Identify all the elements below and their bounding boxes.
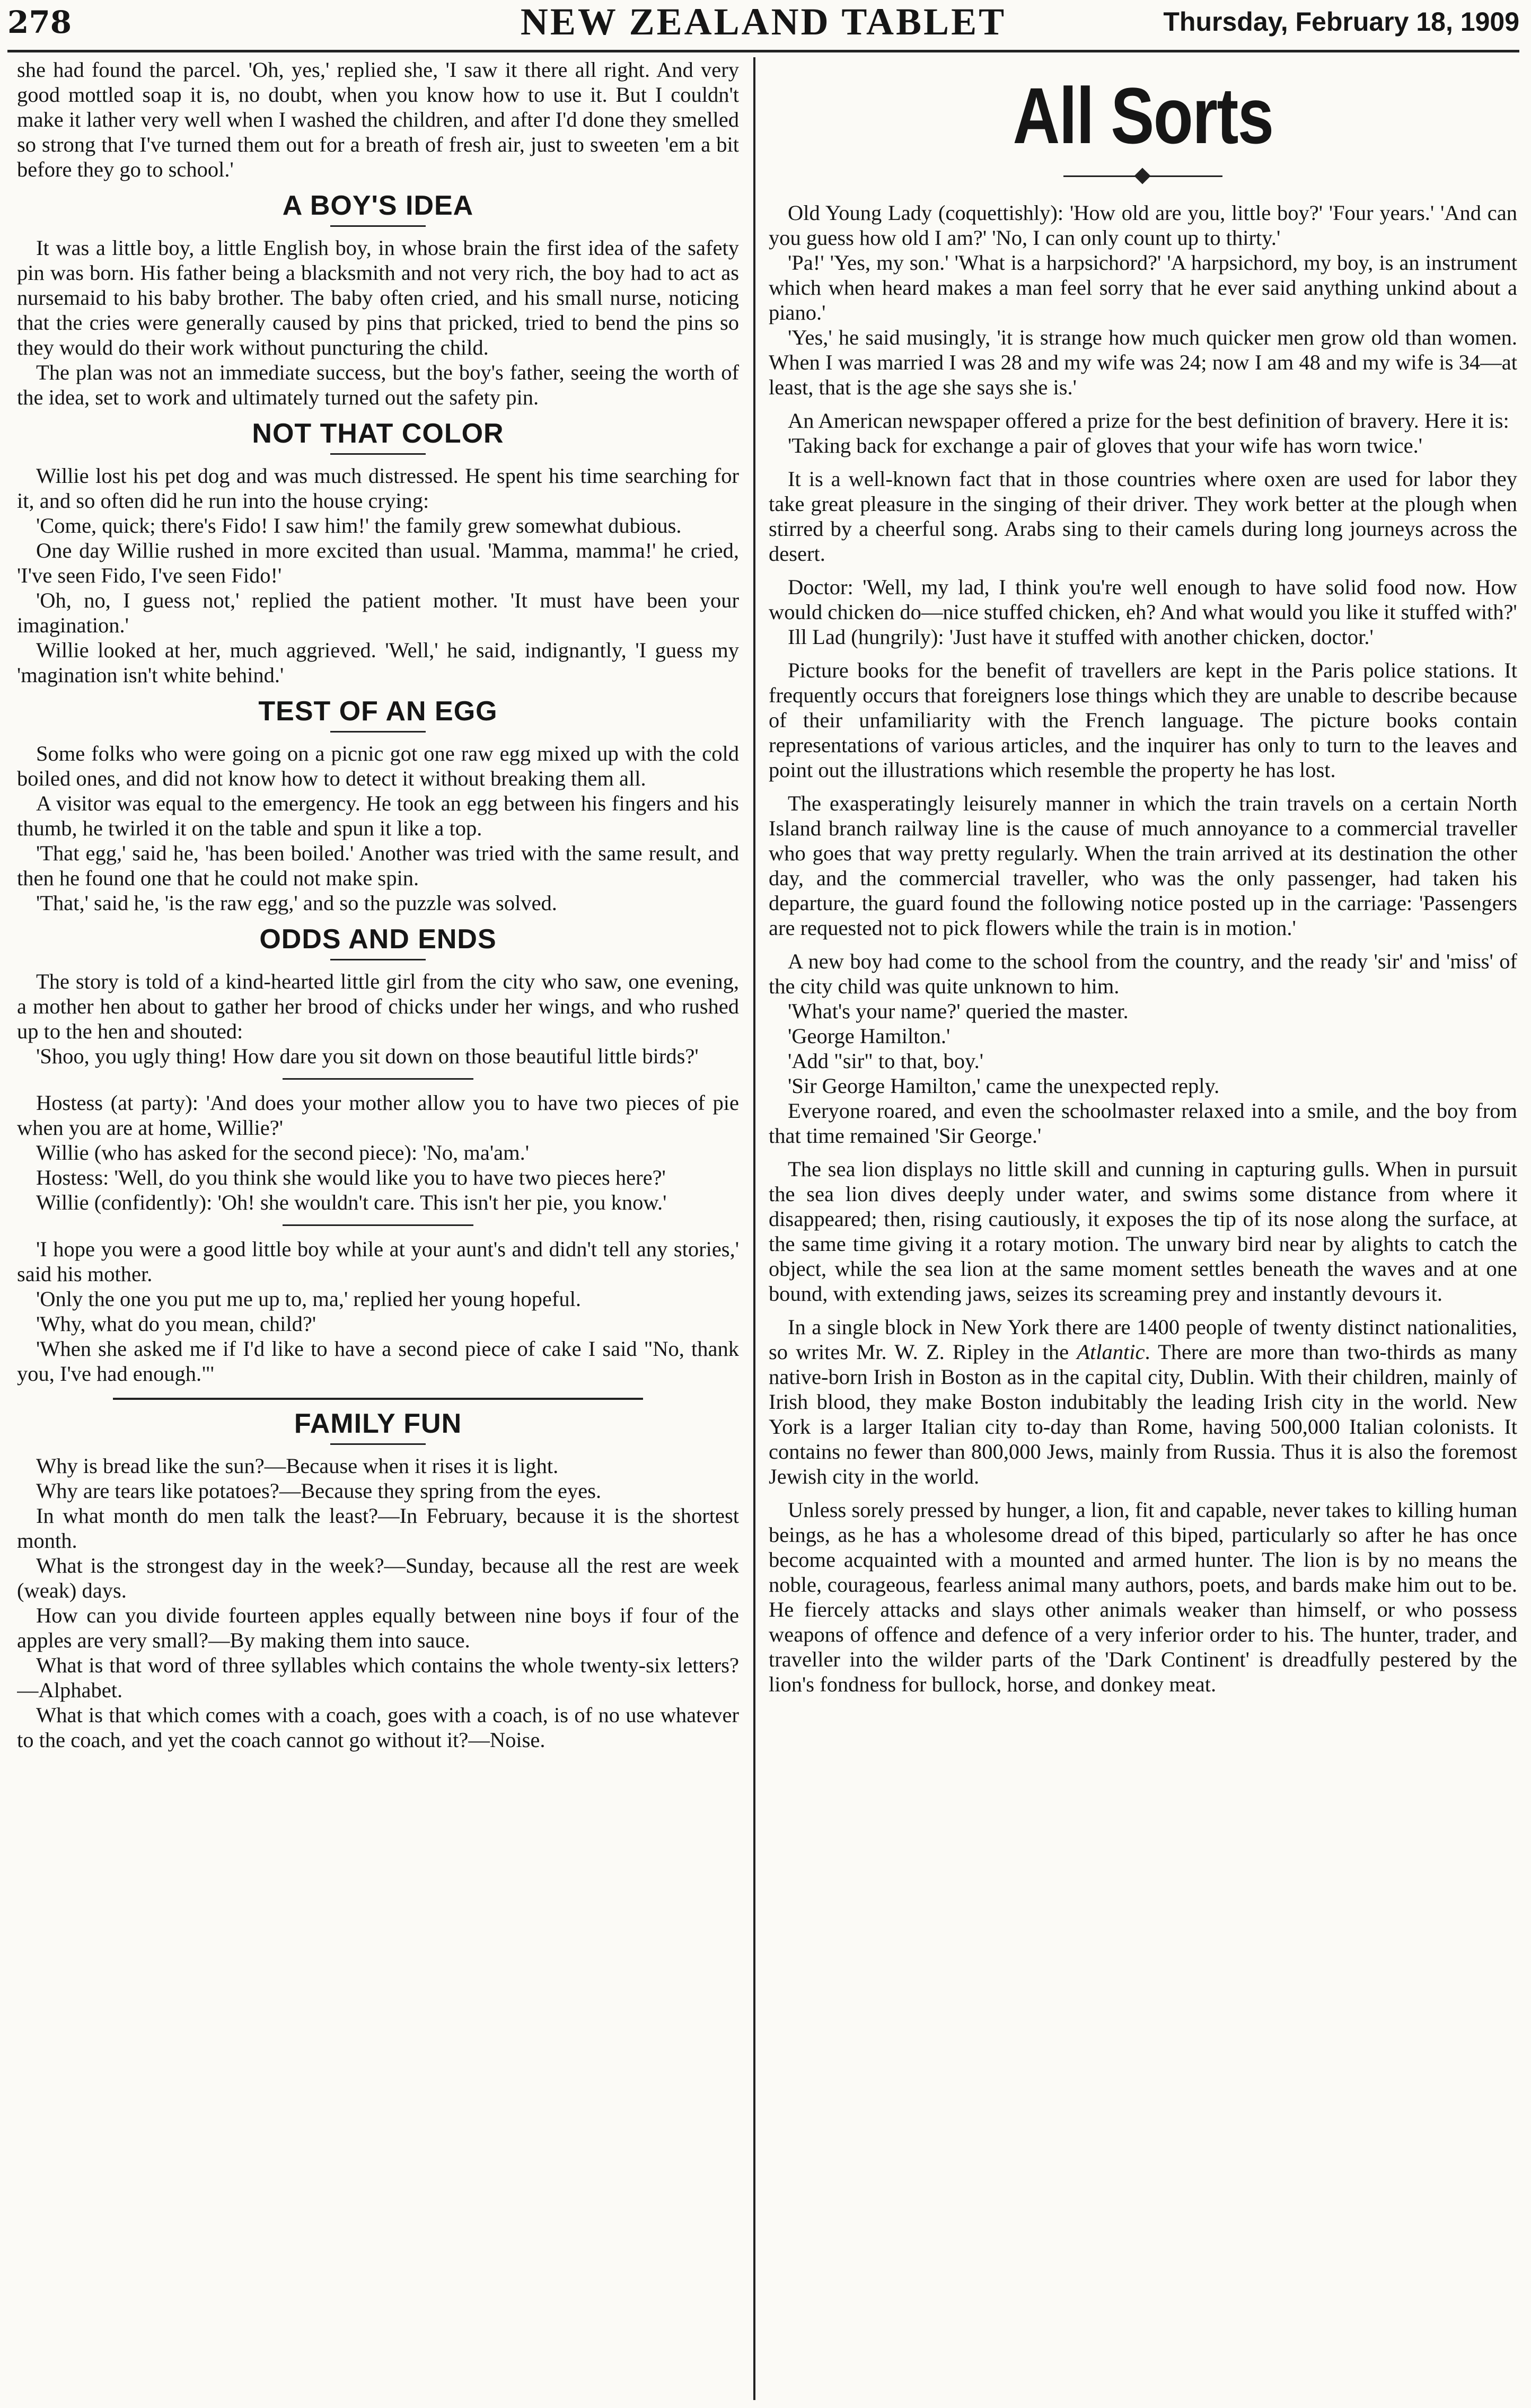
paragraph: The story is told of a kind-hearted little girl from the city who saw, one evening, a mother hen about to gather her brood of chicks under her wings, and who rushed up to the hen and shouted:: [17, 969, 739, 1043]
heading-rule: [330, 225, 426, 227]
paragraph: One day Willie rushed in more excited than usual. 'Mamma, mamma!' he cried, 'I've seen Fido, I've seen Fido!': [17, 539, 739, 587]
paragraph: 'That,' said he, 'is the raw egg,' and so the puzzle was solved.: [36, 891, 557, 915]
paragraph: It is a well-known fact that in those countries where oxen are used for labor they take great pleasure in the singing of their driver. They work better at the plough when stirred by a cheerful song. Arabs sing to their camels during long journeys across the desert.: [769, 467, 1517, 566]
paragraph: Willie (confidently): 'Oh! she wouldn't care. This isn't her pie, you know.': [36, 1190, 667, 1214]
paragraph: Why is bread like the sun?—Because when it rises it is light.: [36, 1454, 559, 1478]
paragraph: 'George Hamilton.': [788, 1024, 951, 1048]
section-separator: [283, 1078, 473, 1080]
paragraph: The exasperatingly leisurely manner in which the train travels on a certain North Island branch railway line is the cause of much annoyance to a commercial traveller who goes that way pretty regularly. When the train arrived at its destination the other day, and the commercial traveller, who was the only passenger, had taken his departure, the guard found the following notice posted up in the carriage: 'Passengers are requested not to pick flowers while the train is in motion.': [769, 791, 1517, 940]
paragraph: The plan was not an immediate success, but the boy's father, seeing the worth of the idea, set to work and ultimately turned out the safety pin.: [17, 360, 739, 409]
paragraph: Hostess (at party): 'And does your mother allow you to have two pieces of pie when you are at home, Willie?': [17, 1091, 739, 1140]
paragraph: 'Only the one you put me up to, ma,' replied her young hopeful.: [36, 1287, 582, 1311]
paragraph: Why are tears like potatoes?—Because they spring from the eyes.: [36, 1479, 602, 1503]
paragraph: Picture books for the benefit of travellers are kept in the Paris police stations. It frequently occurs that foreigners lose things which they are unable to describe because of their unfamiliarity with the French language. The picture books contain representations of various articles, and the inquirer has only to turn to the leaves and point out the illustrations which resemble the property he has lost.: [769, 658, 1517, 782]
page-header: [7, 0, 1519, 45]
heading-family-fun: FAMILY FUN: [294, 1408, 462, 1439]
issue-date: Thursday, February 18, 1909: [1163, 7, 1519, 37]
paragraph: Unless sorely pressed by hunger, a lion, fit and capable, never takes to killing human beings, as he has a wholesome dread of this biped, particularly so after he has once become acquainted with a mounted and armed hunter. The lion is by no means the noble, courageous, fearless animal many authors, poets, and bards make him out to be. He fiercely attacks and slays other animals weaker than himself, or who possess weapons of offence and defence of a very inferior order to his. The hunter, trader, and traveller into the wilder parts of the 'Dark Continent' is dreadfully pestered by the lion's fondness for bullock, horse, and donkey meat.: [769, 1498, 1517, 1696]
paragraph: Ill Lad (hungrily): 'Just have it stuffed with another chicken, doctor.': [788, 625, 1374, 649]
heading-test-of-an-egg: TEST OF AN EGG: [258, 696, 498, 727]
paragraph: In a single block in New York there are 1400 people of twenty distinct nationalities, so writes Mr. W. Z. Ripley in the Atlantic. There are more than two-thirds as many native-born Irish in Boston as in the capital city, Dublin. With their children, mainly of Irish blood, they make Boston indubitably the leading Irish city in the world. New York is a larger Italian city to-day than Rome, having 500,000 Italian colonists. It contains no fewer than 800,000 Jews, mainly from Russia. Thus it is also the foremost Jewish city in the world.: [769, 1315, 1517, 1488]
heading-rule: [330, 1443, 426, 1445]
paragraph: 'Taking back for exchange a pair of gloves that your wife has worn twice.': [788, 434, 1423, 457]
heading-rule: [330, 453, 426, 455]
publication-title: NEW ZEALAND TABLET: [520, 1, 1007, 43]
diamond-icon: [1134, 167, 1150, 184]
paragraph: 'I hope you were a good little boy while at your aunt's and didn't tell any stories,' said his mother.: [17, 1237, 739, 1286]
paragraph: An American newspaper offered a prize for the best definition of bravery. Here it is:: [788, 409, 1509, 433]
all-sorts-title: All Sorts: [1013, 71, 1273, 160]
right-column: [769, 57, 1517, 2400]
paragraph: In what month do men talk the least?—In February, because it is the shortest month.: [17, 1504, 739, 1553]
paragraph: What is that which comes with a coach, goes with a coach, is of no use whatever to the coach, and yet the coach cannot go without it?—Noise.: [17, 1703, 739, 1752]
paragraph: Doctor: 'Well, my lad, I think you're well enough to have solid food now. How would chicken do—nice stuffed chicken, eh? And what would you like it stuffed with?': [769, 575, 1517, 624]
paragraph: 'When she asked me if I'd like to have a second piece of cake I said "No, thank you, I've had enough."': [17, 1337, 739, 1386]
section-separator-long: [113, 1398, 643, 1400]
paragraph: 'Sir George Hamilton,' came the unexpected reply.: [788, 1074, 1220, 1098]
paragraph: 'Yes,' he said musingly, 'it is strange how much quicker men grow old than women. When I was married I was 28 and my wife was 24; now I am 48 and my wife is 34—at least, that is the age she says she is.': [769, 325, 1517, 399]
intro-paragraph: she had found the parcel. 'Oh, yes,' replied she, 'I saw it there all right. And very good mottled soap it is, no doubt, when you know how to use it. But I couldn't make it lather very well when I washed the children, and after I'd done they smelled so strong that I've turned them out for a breath of fresh air, just to sweeten 'em a bit before they go to school.': [17, 58, 739, 181]
paragraph: What is the strongest day in the week?—Sunday, because all the rest are week (weak) days.: [17, 1554, 739, 1602]
paragraph: 'Come, quick; there's Fido! I saw him!' the family grew somewhat dubious.: [36, 514, 682, 537]
paragraph: A visitor was equal to the emergency. He took an egg between his fingers and his thumb, he twirled it on the table and spun it like a top.: [17, 791, 739, 840]
page-number: 278: [7, 4, 72, 40]
diamond-ornament: [1063, 169, 1222, 184]
column-divider: [753, 57, 755, 2400]
paragraph: 'That egg,' said he, 'has been boiled.' Another was tried with the same result, and then he found one that he could not make spin.: [17, 841, 739, 890]
paragraph: Some folks who were going on a picnic got one raw egg mixed up with the cold boiled ones, and did not know how to detect it without breaking them all.: [17, 742, 739, 790]
paragraph: Old Young Lady (coquettishly): 'How old are you, little boy?' 'Four years.' 'And can you guess how old I am?' 'No, I can only count up to thirty.': [769, 201, 1517, 250]
paragraph: 'Why, what do you mean, child?': [36, 1312, 316, 1336]
paragraph: It was a little boy, a little English boy, in whose brain the first idea of the safety pin was born. His father being a blacksmith and not very rich, the boy had to act as nursemaid to his baby brother. The baby often cried, and his small nurse, noticing that the cries were generally caused by pins that pricked, tried to bend the pins so they would do their work without puncturing the child.: [17, 236, 739, 359]
paragraph: 'Shoo, you ugly thing! How dare you sit down on those beautiful little birds?': [36, 1044, 699, 1068]
paragraph: Hostess: 'Well, do you think she would like you to have two pieces here?': [36, 1166, 666, 1189]
paragraph: 'Add "sir" to that, boy.': [788, 1049, 984, 1073]
paragraph: How can you divide fourteen apples equally between nine boys if four of the apples are very small?—By making them into sauce.: [17, 1603, 739, 1652]
paragraph: Willie (who has asked for the second piece): 'No, ma'am.': [36, 1141, 530, 1165]
paragraph: Willie looked at her, much aggrieved. 'Well,' he said, indignantly, 'I guess my 'magination isn't white behind.': [17, 638, 739, 687]
heading-odds-and-ends: ODDS AND ENDS: [259, 924, 497, 955]
paragraph: Everyone roared, and even the schoolmaster relaxed into a smile, and the boy from that time remained 'Sir George.': [769, 1099, 1517, 1148]
header-rule: [7, 50, 1519, 52]
paragraph: What is that word of three syllables which contains the whole twenty-six letters?—Alphabet.: [17, 1653, 739, 1702]
heading-not-that-color: NOT THAT COLOR: [252, 418, 504, 449]
heading-rule: [330, 731, 426, 733]
section-separator: [283, 1224, 473, 1226]
heading-boys-idea: A BOY'S IDEA: [282, 190, 474, 221]
paragraph: 'Pa!' 'Yes, my son.' 'What is a harpsichord?' 'A harpsichord, my boy, is an instrument which when heard makes a man feel sorry that he ever said anything unkind about a piano.': [769, 251, 1517, 324]
left-column: [17, 57, 739, 2400]
heading-rule: [330, 959, 426, 960]
paragraph: A new boy had come to the school from the country, and the ready 'sir' and 'miss' of the city child was quite unknown to him.: [769, 949, 1517, 998]
atlantic-italic: Atlantic: [1077, 1340, 1145, 1364]
paragraph: The sea lion displays no little skill and cunning in capturing gulls. When in pursuit the sea lion dives deeply under water, and swims some distance from where it disappeared; then, rising cautiously, it exposes the tip of its nose along the surface, at the same time giving it a rotary motion. The unwary bird near by alights to catch the object, while the sea lion at the same moment settles beneath the waves and at one bound, with extending jaws, seizes its screaming prey and instantly devours it.: [769, 1157, 1517, 1306]
paragraph: 'Oh, no, I guess not,' replied the patient mother. 'It must have been your imagination.': [17, 588, 739, 637]
paragraph: 'What's your name?' queried the master.: [788, 999, 1129, 1023]
paragraph: Willie lost his pet dog and was much distressed. He spent his time searching for it, and so often did he run into the house crying:: [17, 464, 739, 513]
